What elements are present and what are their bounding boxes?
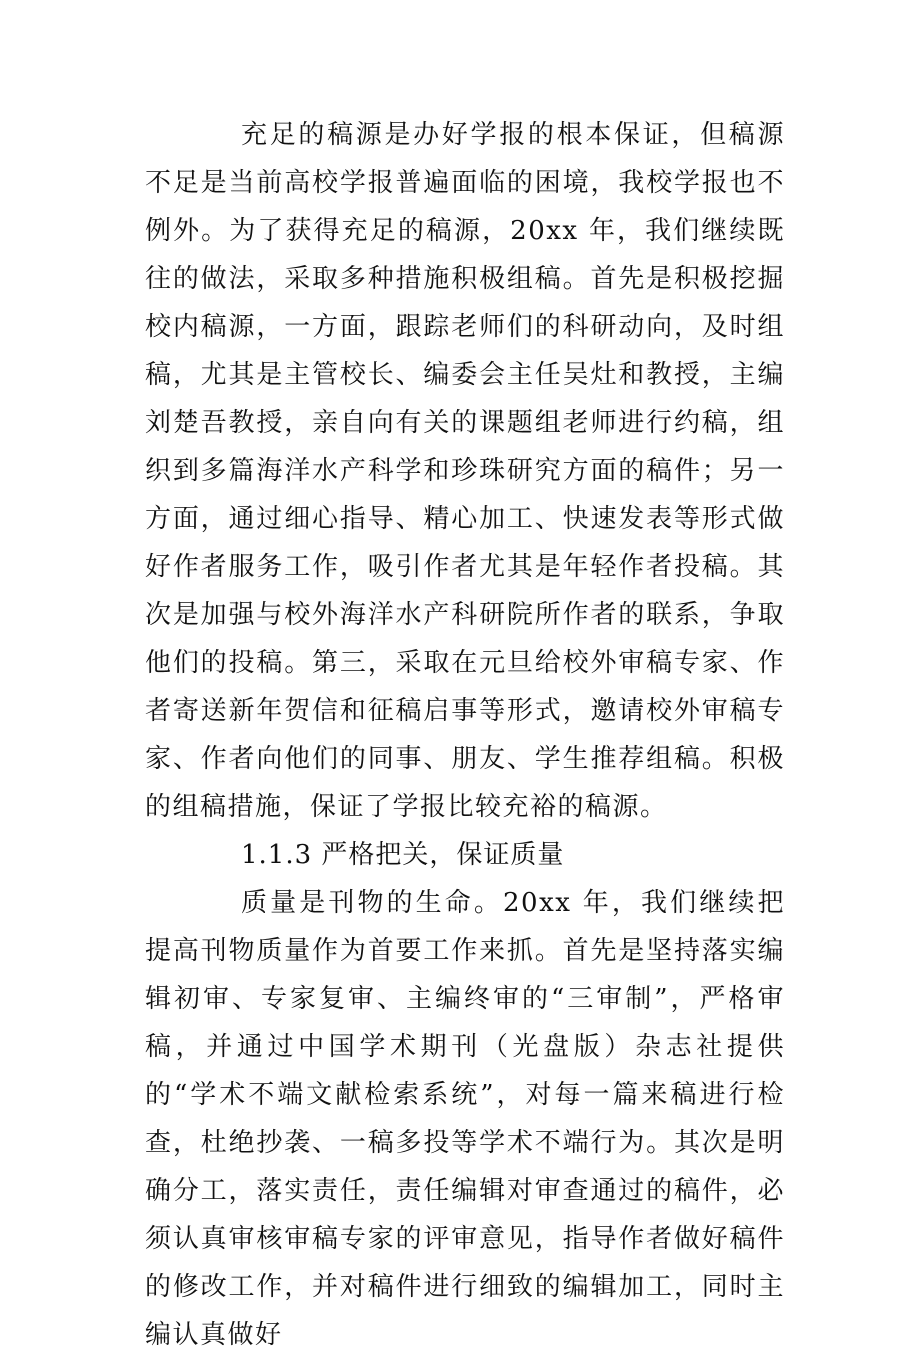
- section-heading: 1.1.3 严格把关，保证质量: [241, 840, 565, 870]
- document-body: [145, 111, 785, 1359]
- paragraph-quality: 质量是刊物的生命。20xx 年，我们继续把提高刊物质量作为首要工作来抓。首先是坚持落实编辑初审、专家复审、主编终审的“三审制”，严格审稿，并通过中国学术期刊（光盘版）杂志社提供的“学术不端文献检索系统”，对每一篇来稿进行检查，杜绝抄袭、一稿多投等学术不端行为。其次是明确分工，落实责任，责任编辑对审查通过的稿件，必须认真审核审稿专家的评审意见，指导作者做好稿件的修改工作，并对稿件进行细致的编辑加工，同时主编认真做好: [145, 888, 785, 1350]
- paragraph-sources: 充足的稿源是办好学报的根本保证，但稿源不足是当前高校学报普遍面临的困境，我校学报也不例外。为了获得充足的稿源，20xx 年，我们继续既往的做法，采取多种措施积极组稿。首先是积极挖掘校内稿源，一方面，跟踪老师们的科研动向，及时组稿，尤其是主管校长、编委会主任吴灶和教授，主编刘楚吾教授，亲自向有关的课题组老师进行约稿，组织到多篇海洋水产科学和珍珠研究方面的稿件；另一方面，通过细心指导、精心加工、快速发表等形式做好作者服务工作，吸引作者尤其是年轻作者投稿。其次是加强与校外海洋水产科研院所作者的联系，争取他们的投稿。第三，采取在元旦给校外审稿专家、作者寄送新年贺信和征稿启事等形式，邀请校外审稿专家、作者向他们的同事、朋友、学生推荐组稿。积极的组稿措施，保证了学报比较充裕的稿源。: [145, 120, 785, 822]
